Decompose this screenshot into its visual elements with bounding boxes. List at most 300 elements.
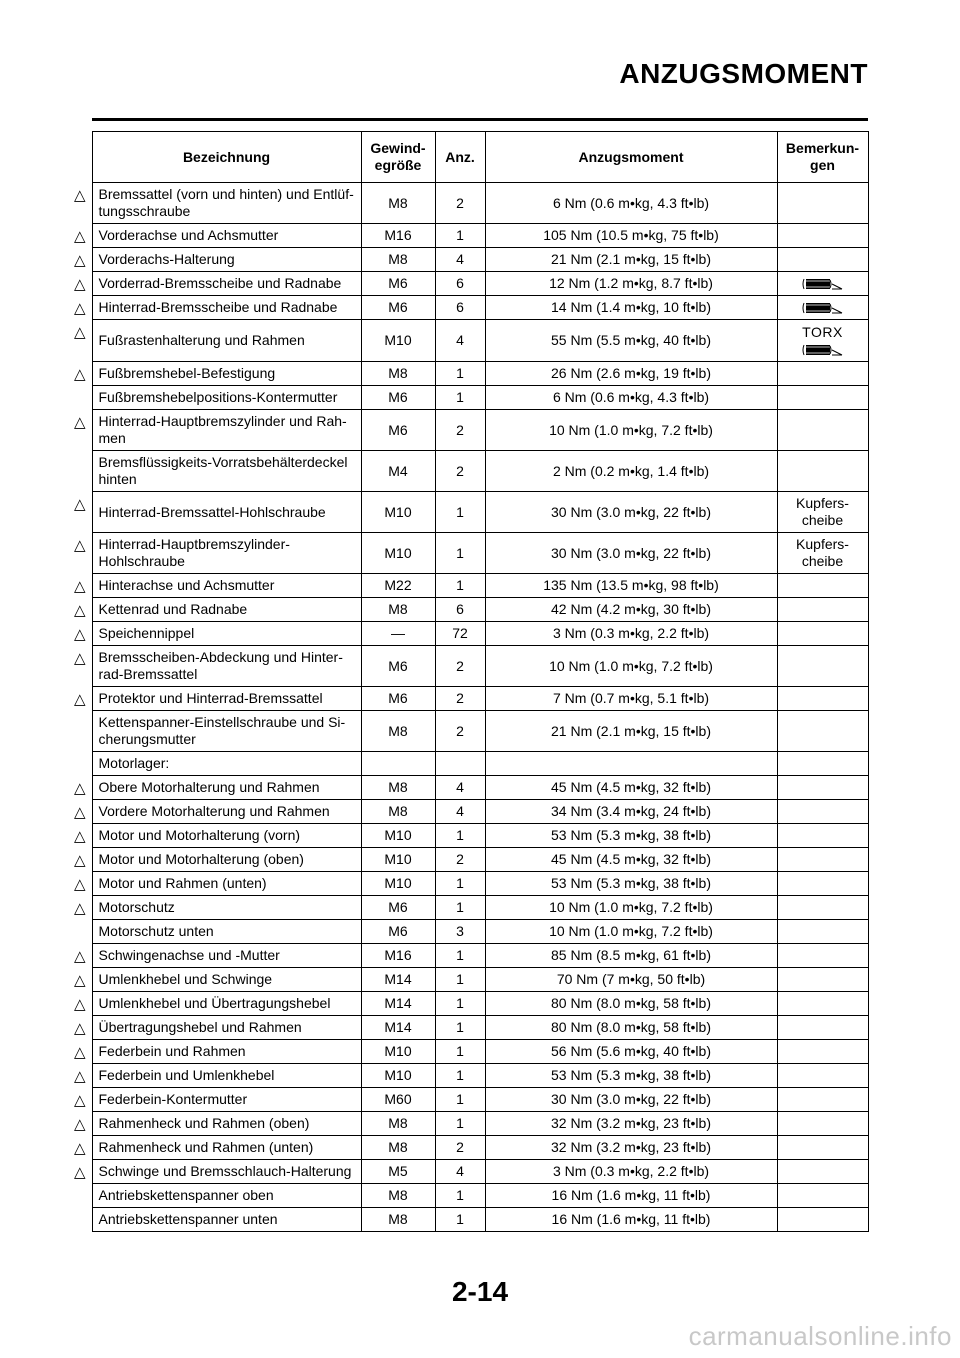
remarks-cell [777, 776, 868, 800]
mark-cell [64, 224, 92, 248]
remarks-cell [777, 800, 868, 824]
remarks-cell [777, 320, 868, 362]
mark-cell [64, 1064, 92, 1088]
part-name-cell: Kettenrad und Radnabe [92, 598, 361, 622]
quantity-cell: 2 [435, 687, 485, 711]
torque-value-cell: 26 Nm (2.6 m•kg, 19 ft•lb) [485, 362, 777, 386]
part-name-cell: Übertragungshebel und Rahmen [92, 1016, 361, 1040]
triangle-mark-icon [64, 929, 74, 933]
thread-size-cell: M8 [361, 1208, 435, 1232]
remarks-cell [777, 992, 868, 1016]
mark-cell [64, 920, 92, 944]
torque-value-cell: 53 Nm (5.3 m•kg, 38 ft•lb) [485, 1064, 777, 1088]
triangle-mark-icon: △ [74, 779, 86, 797]
torque-value-cell: 3 Nm (0.3 m•kg, 2.2 ft•lb) [485, 622, 777, 646]
part-name-cell: Vorderachs-Halterung [92, 248, 361, 272]
triangle-mark-icon: △ [74, 995, 86, 1013]
table-row [64, 224, 868, 248]
table-row [64, 1088, 868, 1112]
table-row [64, 848, 868, 872]
mark-cell [64, 1136, 92, 1160]
quantity-cell: 1 [435, 492, 485, 533]
thread-size-cell: M16 [361, 944, 435, 968]
torque-value-cell: 85 Nm (8.5 m•kg, 61 ft•lb) [485, 944, 777, 968]
thread-size-cell: M10 [361, 872, 435, 896]
triangle-mark-icon: △ [74, 186, 86, 204]
triangle-mark-icon: △ [74, 690, 86, 708]
mark-cell [64, 386, 92, 410]
remarks-cell [777, 1064, 868, 1088]
mark-cell [64, 848, 92, 872]
remarks-cell [777, 224, 868, 248]
table-row [64, 872, 868, 896]
triangle-mark-icon: △ [74, 227, 86, 245]
mark-cell [64, 622, 92, 646]
remarks-cell [777, 1088, 868, 1112]
thread-size-cell: M10 [361, 320, 435, 362]
table-row [64, 920, 868, 944]
remarks-cell [777, 492, 868, 533]
torque-value-cell: 10 Nm (1.0 m•kg, 7.2 ft•lb) [485, 896, 777, 920]
part-name-cell: Federbein und Rahmen [92, 1040, 361, 1064]
mark-cell [64, 800, 92, 824]
part-name-cell: Protektor und Hinterrad-Bremssattel [92, 687, 361, 711]
thread-size-cell: M14 [361, 1016, 435, 1040]
thread-size-cell: M14 [361, 968, 435, 992]
torque-value-cell: 6 Nm (0.6 m•kg, 4.3 ft•lb) [485, 183, 777, 224]
thread-size-cell: M8 [361, 598, 435, 622]
part-name-cell: Hinterrad-Bremssattel-Hohlschraube [92, 492, 361, 533]
quantity-cell: 1 [435, 992, 485, 1016]
table-row [64, 944, 868, 968]
torque-spec-table [64, 131, 869, 1232]
triangle-mark-icon: △ [74, 625, 86, 643]
part-name-cell: Hinterrad-Hauptbremszylinder- Hohlschraube [92, 533, 361, 574]
quantity-cell [435, 752, 485, 776]
page-number: 2-14 [451, 1276, 509, 1307]
quantity-cell: 6 [435, 598, 485, 622]
part-name-cell: Speichennippel [92, 622, 361, 646]
triangle-mark-icon: △ [74, 601, 86, 619]
triangle-mark-icon [64, 460, 74, 464]
quantity-cell: 2 [435, 848, 485, 872]
part-name-cell: Bremssattel (vorn und hinten) und Entlüf- tungsschraube [92, 183, 361, 224]
part-name-cell: Vordere Motorhalterung und Rahmen [92, 800, 361, 824]
torque-value-cell: 53 Nm (5.3 m•kg, 38 ft•lb) [485, 824, 777, 848]
triangle-mark-icon: △ [74, 1043, 86, 1061]
quantity-cell: 4 [435, 248, 485, 272]
table-row [64, 492, 868, 533]
part-name-cell: Motor und Motorhalterung (vorn) [92, 824, 361, 848]
thread-size-cell: M10 [361, 1064, 435, 1088]
triangle-mark-icon: △ [74, 875, 86, 893]
part-name-cell: Obere Motorhalterung und Rahmen [92, 776, 361, 800]
mark-cell [64, 248, 92, 272]
quantity-cell: 3 [435, 920, 485, 944]
torque-value-cell: 7 Nm (0.7 m•kg, 5.1 ft•lb) [485, 687, 777, 711]
quantity-cell: 2 [435, 646, 485, 687]
torque-value-cell: 42 Nm (4.2 m•kg, 30 ft•lb) [485, 598, 777, 622]
torque-value-cell: 3 Nm (0.3 m•kg, 2.2 ft•lb) [485, 1160, 777, 1184]
part-name-cell: Federbein und Umlenkhebel [92, 1064, 361, 1088]
column-header-thread: Gewind- egröße [361, 132, 435, 183]
mark-cell [64, 1208, 92, 1232]
table-row [64, 800, 868, 824]
quantity-cell: 2 [435, 183, 485, 224]
triangle-mark-icon: △ [74, 803, 86, 821]
mark-column-header [64, 132, 92, 183]
triangle-mark-icon: △ [74, 323, 86, 341]
triangle-mark-icon: △ [74, 251, 86, 269]
thread-size-cell: M14 [361, 992, 435, 1016]
remarks-cell [777, 1040, 868, 1064]
mark-cell [64, 968, 92, 992]
table-row [64, 968, 868, 992]
thread-size-cell: M10 [361, 533, 435, 574]
torque-value-cell: 21 Nm (2.1 m•kg, 15 ft•lb) [485, 711, 777, 752]
mark-cell [64, 752, 92, 776]
remarks-cell [777, 646, 868, 687]
quantity-cell: 1 [435, 968, 485, 992]
remarks-cell [777, 1160, 868, 1184]
torx-label: TORX [802, 323, 843, 340]
mark-cell [64, 776, 92, 800]
quantity-cell: 1 [435, 362, 485, 386]
torque-value-cell: 80 Nm (8.0 m•kg, 58 ft•lb) [485, 1016, 777, 1040]
quantity-cell: 1 [435, 1088, 485, 1112]
triangle-mark-icon: △ [74, 275, 86, 293]
thread-size-cell: M10 [361, 824, 435, 848]
quantity-cell: 6 [435, 272, 485, 296]
part-name-cell: Rahmenheck und Rahmen (oben) [92, 1112, 361, 1136]
thread-size-cell: M8 [361, 800, 435, 824]
remarks-cell [777, 598, 868, 622]
quantity-cell: 4 [435, 320, 485, 362]
thread-size-cell [361, 752, 435, 776]
table-row [64, 533, 868, 574]
remarks-cell [777, 183, 868, 224]
remarks-cell [777, 848, 868, 872]
quantity-cell: 1 [435, 1064, 485, 1088]
thread-size-cell: M8 [361, 183, 435, 224]
triangle-mark-icon: △ [74, 495, 86, 513]
remarks-cell [777, 920, 868, 944]
quantity-cell: 2 [435, 410, 485, 451]
triangle-mark-icon: △ [74, 365, 86, 383]
torque-value-cell: 53 Nm (5.3 m•kg, 38 ft•lb) [485, 872, 777, 896]
mark-cell [64, 1184, 92, 1208]
table-row [64, 1040, 868, 1064]
table-row [64, 272, 868, 296]
part-name-cell: Motor und Motorhalterung (oben) [92, 848, 361, 872]
table-row [64, 752, 868, 776]
triangle-mark-icon [64, 720, 74, 724]
thread-size-cell: M6 [361, 410, 435, 451]
torque-value-cell: 10 Nm (1.0 m•kg, 7.2 ft•lb) [485, 920, 777, 944]
quantity-cell: 6 [435, 296, 485, 320]
remarks-cell [777, 296, 868, 320]
mark-cell [64, 1160, 92, 1184]
mark-cell [64, 451, 92, 492]
thread-size-cell: M6 [361, 386, 435, 410]
mark-cell [64, 824, 92, 848]
part-name-cell: Motorschutz [92, 896, 361, 920]
remarks-cell [777, 944, 868, 968]
torque-value-cell: 55 Nm (5.5 m•kg, 40 ft•lb) [485, 320, 777, 362]
remark-text: Kupfers- cheibe [796, 495, 849, 528]
mark-cell [64, 1088, 92, 1112]
quantity-cell: 1 [435, 574, 485, 598]
remarks-cell [777, 248, 868, 272]
torque-value-cell: 105 Nm (10.5 m•kg, 75 ft•lb) [485, 224, 777, 248]
column-header-remarks: Bemerkun- gen [777, 132, 868, 183]
part-name-cell: Fußbremshebel-Befestigung [92, 362, 361, 386]
thread-size-cell: — [361, 622, 435, 646]
table-row [64, 410, 868, 451]
thread-size-cell: M6 [361, 920, 435, 944]
triangle-mark-icon: △ [74, 1019, 86, 1037]
locking-agent-icon [801, 301, 845, 315]
quantity-cell: 1 [435, 872, 485, 896]
triangle-mark-icon: △ [74, 413, 86, 431]
quantity-cell: 4 [435, 800, 485, 824]
mark-cell [64, 992, 92, 1016]
torque-value-cell: 21 Nm (2.1 m•kg, 15 ft•lb) [485, 248, 777, 272]
quantity-cell: 72 [435, 622, 485, 646]
torque-value-cell: 32 Nm (3.2 m•kg, 23 ft•lb) [485, 1136, 777, 1160]
mark-cell [64, 1112, 92, 1136]
thread-size-cell: M8 [361, 1136, 435, 1160]
thread-size-cell: M8 [361, 711, 435, 752]
table-row [64, 296, 868, 320]
table-row [64, 776, 868, 800]
thread-size-cell: M8 [361, 248, 435, 272]
mark-cell [64, 533, 92, 574]
quantity-cell: 1 [435, 533, 485, 574]
torque-value-cell: 45 Nm (4.5 m•kg, 32 ft•lb) [485, 776, 777, 800]
mark-cell [64, 711, 92, 752]
remark-text: Kupfers- cheibe [796, 536, 849, 569]
torque-value-cell: 6 Nm (0.6 m•kg, 4.3 ft•lb) [485, 386, 777, 410]
torque-value-cell: 10 Nm (1.0 m•kg, 7.2 ft•lb) [485, 646, 777, 687]
table-row [64, 711, 868, 752]
quantity-cell: 1 [435, 224, 485, 248]
mark-cell [64, 183, 92, 224]
remarks-cell [777, 1208, 868, 1232]
thread-size-cell: M6 [361, 272, 435, 296]
mark-cell [64, 574, 92, 598]
column-header-name: Bezeichnung [92, 132, 361, 183]
mark-cell [64, 272, 92, 296]
quantity-cell: 1 [435, 944, 485, 968]
remarks-cell [777, 574, 868, 598]
triangle-mark-icon: △ [74, 947, 86, 965]
triangle-mark-icon [64, 395, 74, 399]
remarks-cell [777, 272, 868, 296]
torque-value-cell: 12 Nm (1.2 m•kg, 8.7 ft•lb) [485, 272, 777, 296]
triangle-mark-icon [64, 761, 74, 765]
part-name-cell: Vorderachse und Achsmutter [92, 224, 361, 248]
part-name-cell: Hinterrad-Hauptbremszylinder und Rah- men [92, 410, 361, 451]
quantity-cell: 4 [435, 1160, 485, 1184]
triangle-mark-icon: △ [74, 971, 86, 989]
triangle-mark-icon: △ [74, 577, 86, 595]
remarks-cell [777, 752, 868, 776]
column-header-torque: Anzugsmoment [485, 132, 777, 183]
title-divider [92, 118, 868, 121]
mark-cell [64, 1040, 92, 1064]
triangle-mark-icon: △ [74, 899, 86, 917]
torque-value-cell: 16 Nm (1.6 m•kg, 11 ft•lb) [485, 1184, 777, 1208]
remarks-cell [777, 362, 868, 386]
table-row [64, 248, 868, 272]
table-row [64, 1136, 868, 1160]
triangle-mark-icon: △ [74, 649, 86, 667]
torque-value-cell: 30 Nm (3.0 m•kg, 22 ft•lb) [485, 492, 777, 533]
table-row [64, 687, 868, 711]
table-body [64, 183, 868, 1232]
part-name-cell: Hinterrad-Bremsscheibe und Radnabe [92, 296, 361, 320]
remarks-cell [777, 872, 868, 896]
remarks-cell [777, 824, 868, 848]
mark-cell [64, 320, 92, 362]
part-name-cell: Umlenkhebel und Schwinge [92, 968, 361, 992]
remarks-cell [777, 1184, 868, 1208]
remarks-cell [777, 1016, 868, 1040]
thread-size-cell: M22 [361, 574, 435, 598]
mark-cell [64, 362, 92, 386]
triangle-mark-icon: △ [74, 1139, 86, 1157]
mark-cell [64, 1016, 92, 1040]
page-title: ANZUGSMOMENT [619, 58, 868, 89]
thread-size-cell: M16 [361, 224, 435, 248]
mark-cell [64, 646, 92, 687]
table-row [64, 451, 868, 492]
thread-size-cell: M10 [361, 492, 435, 533]
part-name-cell: Bremsscheiben-Abdeckung und Hinter- rad-Bremssattel [92, 646, 361, 687]
part-name-cell: Fußbremshebelpositions-Kontermutter [92, 386, 361, 410]
thread-size-cell: M10 [361, 848, 435, 872]
triangle-mark-icon: △ [74, 1163, 86, 1181]
mark-cell [64, 598, 92, 622]
remarks-cell [777, 410, 868, 451]
torque-value-cell: 45 Nm (4.5 m•kg, 32 ft•lb) [485, 848, 777, 872]
remarks-cell [777, 687, 868, 711]
torque-value-cell: 34 Nm (3.4 m•kg, 24 ft•lb) [485, 800, 777, 824]
quantity-cell: 1 [435, 1040, 485, 1064]
table-row [64, 896, 868, 920]
part-name-cell: Schwingenachse und -Mutter [92, 944, 361, 968]
torque-value-cell: 14 Nm (1.4 m•kg, 10 ft•lb) [485, 296, 777, 320]
torque-value-cell: 2 Nm (0.2 m•kg, 1.4 ft•lb) [485, 451, 777, 492]
mark-cell [64, 492, 92, 533]
part-name-cell: Rahmenheck und Rahmen (unten) [92, 1136, 361, 1160]
mark-cell [64, 872, 92, 896]
remarks-cell [777, 1136, 868, 1160]
torque-value-cell: 30 Nm (3.0 m•kg, 22 ft•lb) [485, 533, 777, 574]
table-row [64, 1160, 868, 1184]
table-row [64, 1112, 868, 1136]
thread-size-cell: M4 [361, 451, 435, 492]
triangle-mark-icon: △ [74, 536, 86, 554]
quantity-cell: 2 [435, 711, 485, 752]
triangle-mark-icon: △ [74, 1091, 86, 1109]
remarks-cell [777, 896, 868, 920]
torque-value-cell: 135 Nm (13.5 m•kg, 98 ft•lb) [485, 574, 777, 598]
mark-cell [64, 410, 92, 451]
part-name-cell: Motorlager: [92, 752, 361, 776]
thread-size-cell: M6 [361, 687, 435, 711]
thread-size-cell: M60 [361, 1088, 435, 1112]
thread-size-cell: M6 [361, 896, 435, 920]
quantity-cell: 2 [435, 1136, 485, 1160]
torque-value-cell: 32 Nm (3.2 m•kg, 23 ft•lb) [485, 1112, 777, 1136]
mark-cell [64, 687, 92, 711]
quantity-cell: 1 [435, 1208, 485, 1232]
table-row [64, 386, 868, 410]
quantity-cell: 1 [435, 824, 485, 848]
table-row [64, 824, 868, 848]
torque-value-cell: 56 Nm (5.6 m•kg, 40 ft•lb) [485, 1040, 777, 1064]
torque-value-cell: 30 Nm (3.0 m•kg, 22 ft•lb) [485, 1088, 777, 1112]
table-row [64, 1064, 868, 1088]
triangle-mark-icon: △ [74, 827, 86, 845]
quantity-cell: 1 [435, 386, 485, 410]
quantity-cell: 1 [435, 896, 485, 920]
torque-value-cell: 10 Nm (1.0 m•kg, 7.2 ft•lb) [485, 410, 777, 451]
locking-agent-icon [801, 277, 845, 291]
part-name-cell: Motorschutz unten [92, 920, 361, 944]
column-header-qty: Anz. [435, 132, 485, 183]
quantity-cell: 1 [435, 1184, 485, 1208]
remarks-cell [777, 622, 868, 646]
part-name-cell: Schwinge und Bremsschlauch-Halterung [92, 1160, 361, 1184]
torque-value-cell [485, 752, 777, 776]
thread-size-cell: M8 [361, 1184, 435, 1208]
triangle-mark-icon: △ [74, 851, 86, 869]
triangle-mark-icon [64, 1193, 74, 1197]
thread-size-cell: M6 [361, 646, 435, 687]
table-row [64, 1184, 868, 1208]
mark-cell [64, 944, 92, 968]
part-name-cell: Federbein-Kontermutter [92, 1088, 361, 1112]
quantity-cell: 2 [435, 451, 485, 492]
torque-value-cell: 16 Nm (1.6 m•kg, 11 ft•lb) [485, 1208, 777, 1232]
thread-size-cell: M6 [361, 296, 435, 320]
remarks-cell [777, 711, 868, 752]
table-row [64, 574, 868, 598]
table-row [64, 646, 868, 687]
part-name-cell: Antriebskettenspanner unten [92, 1208, 361, 1232]
locking-agent-icon [801, 343, 845, 357]
quantity-cell: 4 [435, 776, 485, 800]
table-row [64, 992, 868, 1016]
triangle-mark-icon: △ [74, 1115, 86, 1133]
part-name-cell: Kettenspanner-Einstellschraube und Si- cherungsmutter [92, 711, 361, 752]
table-row [64, 1208, 868, 1232]
quantity-cell: 1 [435, 1112, 485, 1136]
triangle-mark-icon [64, 1217, 74, 1221]
triangle-mark-icon: △ [74, 299, 86, 317]
table-row [64, 183, 868, 224]
thread-size-cell: M8 [361, 776, 435, 800]
thread-size-cell: M8 [361, 362, 435, 386]
quantity-cell: 1 [435, 1016, 485, 1040]
remarks-cell [777, 533, 868, 574]
table-row [64, 1016, 868, 1040]
mark-cell [64, 296, 92, 320]
part-name-cell: Antriebskettenspanner oben [92, 1184, 361, 1208]
